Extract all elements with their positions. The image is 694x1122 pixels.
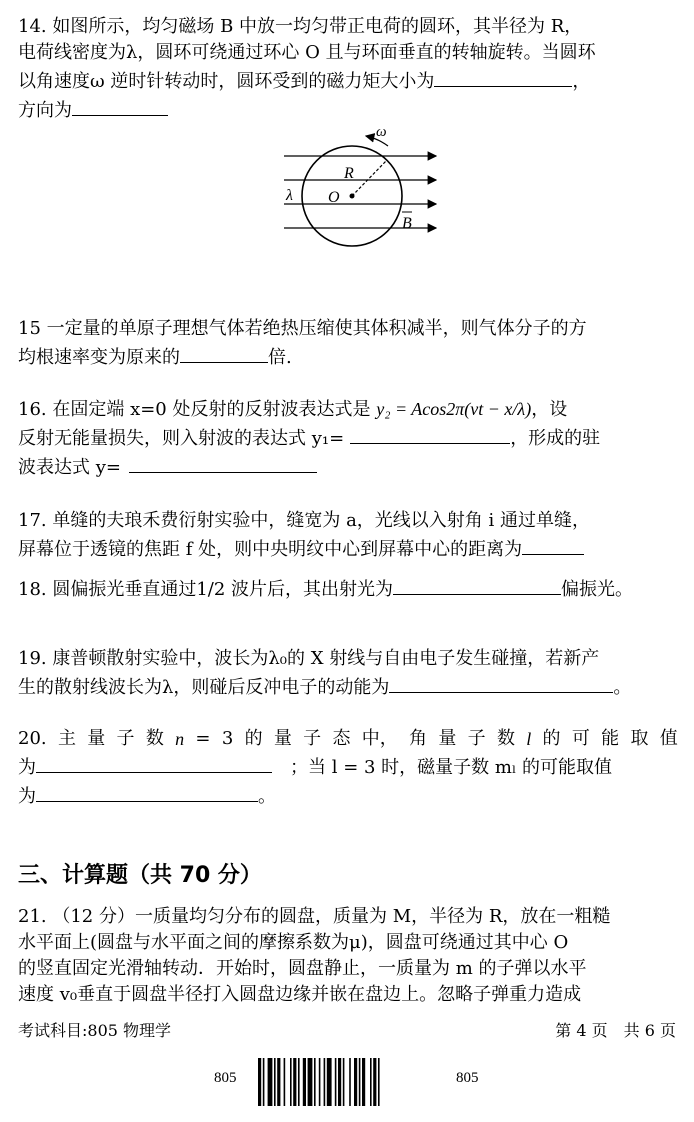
q16-line-3-text: 波表达式 y= [18,457,121,478]
q20-word: 的 [542,728,561,749]
barcode-bar [308,1058,313,1106]
q20-word: 的 [244,728,263,749]
barcode-bar [370,1058,372,1106]
answer-blank-q16-standing-wave[interactable] [129,452,317,473]
q19-line-2-end: 。 [613,677,632,698]
barcode-bar [362,1058,365,1106]
q20-word: n [175,729,185,749]
q20-line-3-start: 为 [18,786,36,807]
question-14 [18,14,678,124]
q20-word: 能 [601,728,620,749]
q21-line-4: 速度 v₀垂直于圆盘半径打入圆盘边缘并嵌在盘边上。忽略子弹重力造成 [18,984,582,1005]
page-number: 第 4 页 共 6 页 [555,1021,676,1040]
barcode-area [0,1056,694,1108]
q20-line-1 [18,726,678,752]
q16-reflected-wave-formula: y₂ = Acos2π(νt − x/λ) [376,399,532,419]
question-21 [18,904,678,1008]
radius-line [352,160,387,196]
barcode-bar [268,1058,273,1106]
barcode-bar [354,1058,357,1106]
barcode-bar [290,1058,292,1106]
question-19 [18,646,678,701]
question-17 [18,508,678,563]
q16-line-1 [18,396,678,423]
q16-line-1-text: 16. 在固定端 x=0 处反射的反射波表达式是 [18,399,371,420]
q17-line-1: 17. 单缝的夫琅禾费衍射实验中，缝宽为 a，光线以入射角 i 通过单缝， [18,510,590,531]
q15-line-1: 15 一定量的单原子理想气体若绝热压缩使其体积减半，则气体分子的方 [18,318,587,339]
answer-blank-q20-l-values[interactable] [36,752,272,773]
q16-line-2-end: ，形成的驻 [510,428,601,449]
barcode-number-right: 805 [456,1070,479,1086]
barcode-bar [335,1058,337,1106]
barcode-bar [324,1058,326,1106]
barcode-bar [303,1058,306,1106]
barcode [258,1058,438,1106]
q18-line-1-end: 偏振光。 [561,579,634,600]
q20-word: 数 [496,728,515,749]
barcode-bar [263,1058,265,1106]
question-18 [18,574,678,603]
q20-word: 中， [361,728,398,749]
q15-line-2-end: 倍. [268,347,292,368]
q20-line-2 [18,752,678,781]
q14-line-3-end: ， [572,71,591,92]
answer-blank-q14-direction[interactable] [72,95,168,116]
q20-word: 量 [87,728,106,749]
barcode-number-left: 805 [214,1070,237,1086]
q20-word: 取 [630,728,649,749]
q20-word: 可 [571,728,590,749]
q15-line-2 [18,342,678,371]
q20-word: 子 [467,728,486,749]
q18-line-1 [18,574,678,603]
q20-word: 量 [438,728,457,749]
barcode-bar [343,1058,345,1106]
question-15 [18,316,678,371]
q19-line-2-text: 生的散射线波长为λ，则碰后反冲电子的动能为 [18,677,390,698]
q20-word: 数 [145,728,164,749]
label-R: R [344,165,354,182]
q14-line-2: 电荷线密度为λ，圆环可绕通过环心 O 且与环面垂直的转轴旋转。当圆环 [18,42,596,63]
q20-word: 态 [332,728,351,749]
q17-line-2 [18,534,678,563]
answer-blank-q20-ml-values[interactable] [36,781,258,802]
q15-line-2-text: 均根速率变为原来的 [18,347,180,368]
barcode-bar [258,1058,261,1106]
q14-line-4-text: 方向为 [18,100,72,121]
question-16 [18,396,678,481]
q19-line-1: 19. 康普顿散射实验中，波长为λ₀的 X 射线与自由电子发生碰撞，若新产 [18,648,600,669]
q20-line-2-text: ；当 l = 3 时，磁量子数 mₗ 的可能取值 [290,757,613,778]
barcode-bar [293,1058,296,1106]
barcode-bar [277,1058,280,1106]
q16-line-1-end: ，设 [531,399,568,420]
q20-word: 子 [303,728,322,749]
q20-word: 主 [57,728,76,749]
q18-line-1-text: 18. 圆偏振光垂直通过1/2 波片后，其出射光为 [18,579,394,600]
q17-line-2-text: 屏幕位于透镜的焦距 f 处，则中央明纹中心到屏幕中心的距离为 [18,539,523,560]
answer-blank-q14-torque[interactable] [434,66,572,87]
label-B: B [402,215,412,232]
label-O: O [328,189,340,206]
barcode-bar [319,1058,321,1106]
answer-blank-q19[interactable] [389,672,613,693]
q16-line-2 [18,423,678,452]
question-20 [18,726,678,810]
q20-word: 值 [659,728,678,749]
q20-word: 角 [409,728,428,749]
barcode-bar [274,1058,276,1106]
barcode-bar [284,1058,286,1106]
section-heading-calculation: 三、计算题（共 70 分） [18,863,262,888]
barcode-bar [338,1058,341,1106]
q14-line-1: 14. 如图所示，均匀磁场 B 中放一均匀带正电荷的圆环，其半径为 R， [18,16,583,37]
barcode-bar [298,1058,300,1106]
exam-subject: 考试科目:805 物理学 [18,1021,172,1040]
q20-word: 量 [273,728,292,749]
barcode-bar [327,1058,332,1106]
answer-blank-q17[interactable] [522,534,584,555]
answer-blank-q15[interactable] [180,342,268,363]
q19-line-2 [18,672,678,701]
q20-word: 20. [18,728,47,749]
q14-line-3 [18,66,678,95]
q21-line-2: 水平面上(圆盘与水平面之间的摩擦系数为μ)，圆盘可绕通过其中心 O [18,932,569,953]
label-omega: ω [376,124,387,140]
q20-word: = [195,728,211,749]
barcode-bar [349,1058,351,1106]
label-lambda: λ [286,187,293,204]
q20-line-3 [18,781,678,810]
q20-line-3-end: 。 [258,786,276,807]
barcode-bar [314,1058,316,1106]
barcode-bar [359,1058,361,1106]
q20-word: 子 [116,728,135,749]
q20-word: 3 [221,728,234,749]
answer-blank-q18[interactable] [393,574,561,595]
q14-line-3-text: 以角速度ω 逆时针转动时，圆环受到的磁力矩大小为 [18,71,435,92]
answer-blank-q16-incident-wave[interactable] [350,423,510,444]
ring-in-magnetic-field-figure [270,124,450,254]
q21-line-1: 21. （12 分）一质量均匀分布的圆盘，质量为 M，半径为 R，放在一粗糙 [18,906,611,927]
q14-line-4 [18,95,678,124]
q20-line-2-start: 为 [18,757,36,778]
q16-line-3 [18,452,678,481]
q21-line-3: 的竖直固定光滑轴转动．开始时，圆盘静止，一质量为 m 的子弹以水平 [18,958,587,979]
barcode-bar [373,1058,376,1106]
q16-line-2-text: 反射无能量损失，则入射波的表达式 y₁= [18,428,345,449]
q20-word: l [526,729,532,749]
barcode-bar [378,1058,380,1106]
